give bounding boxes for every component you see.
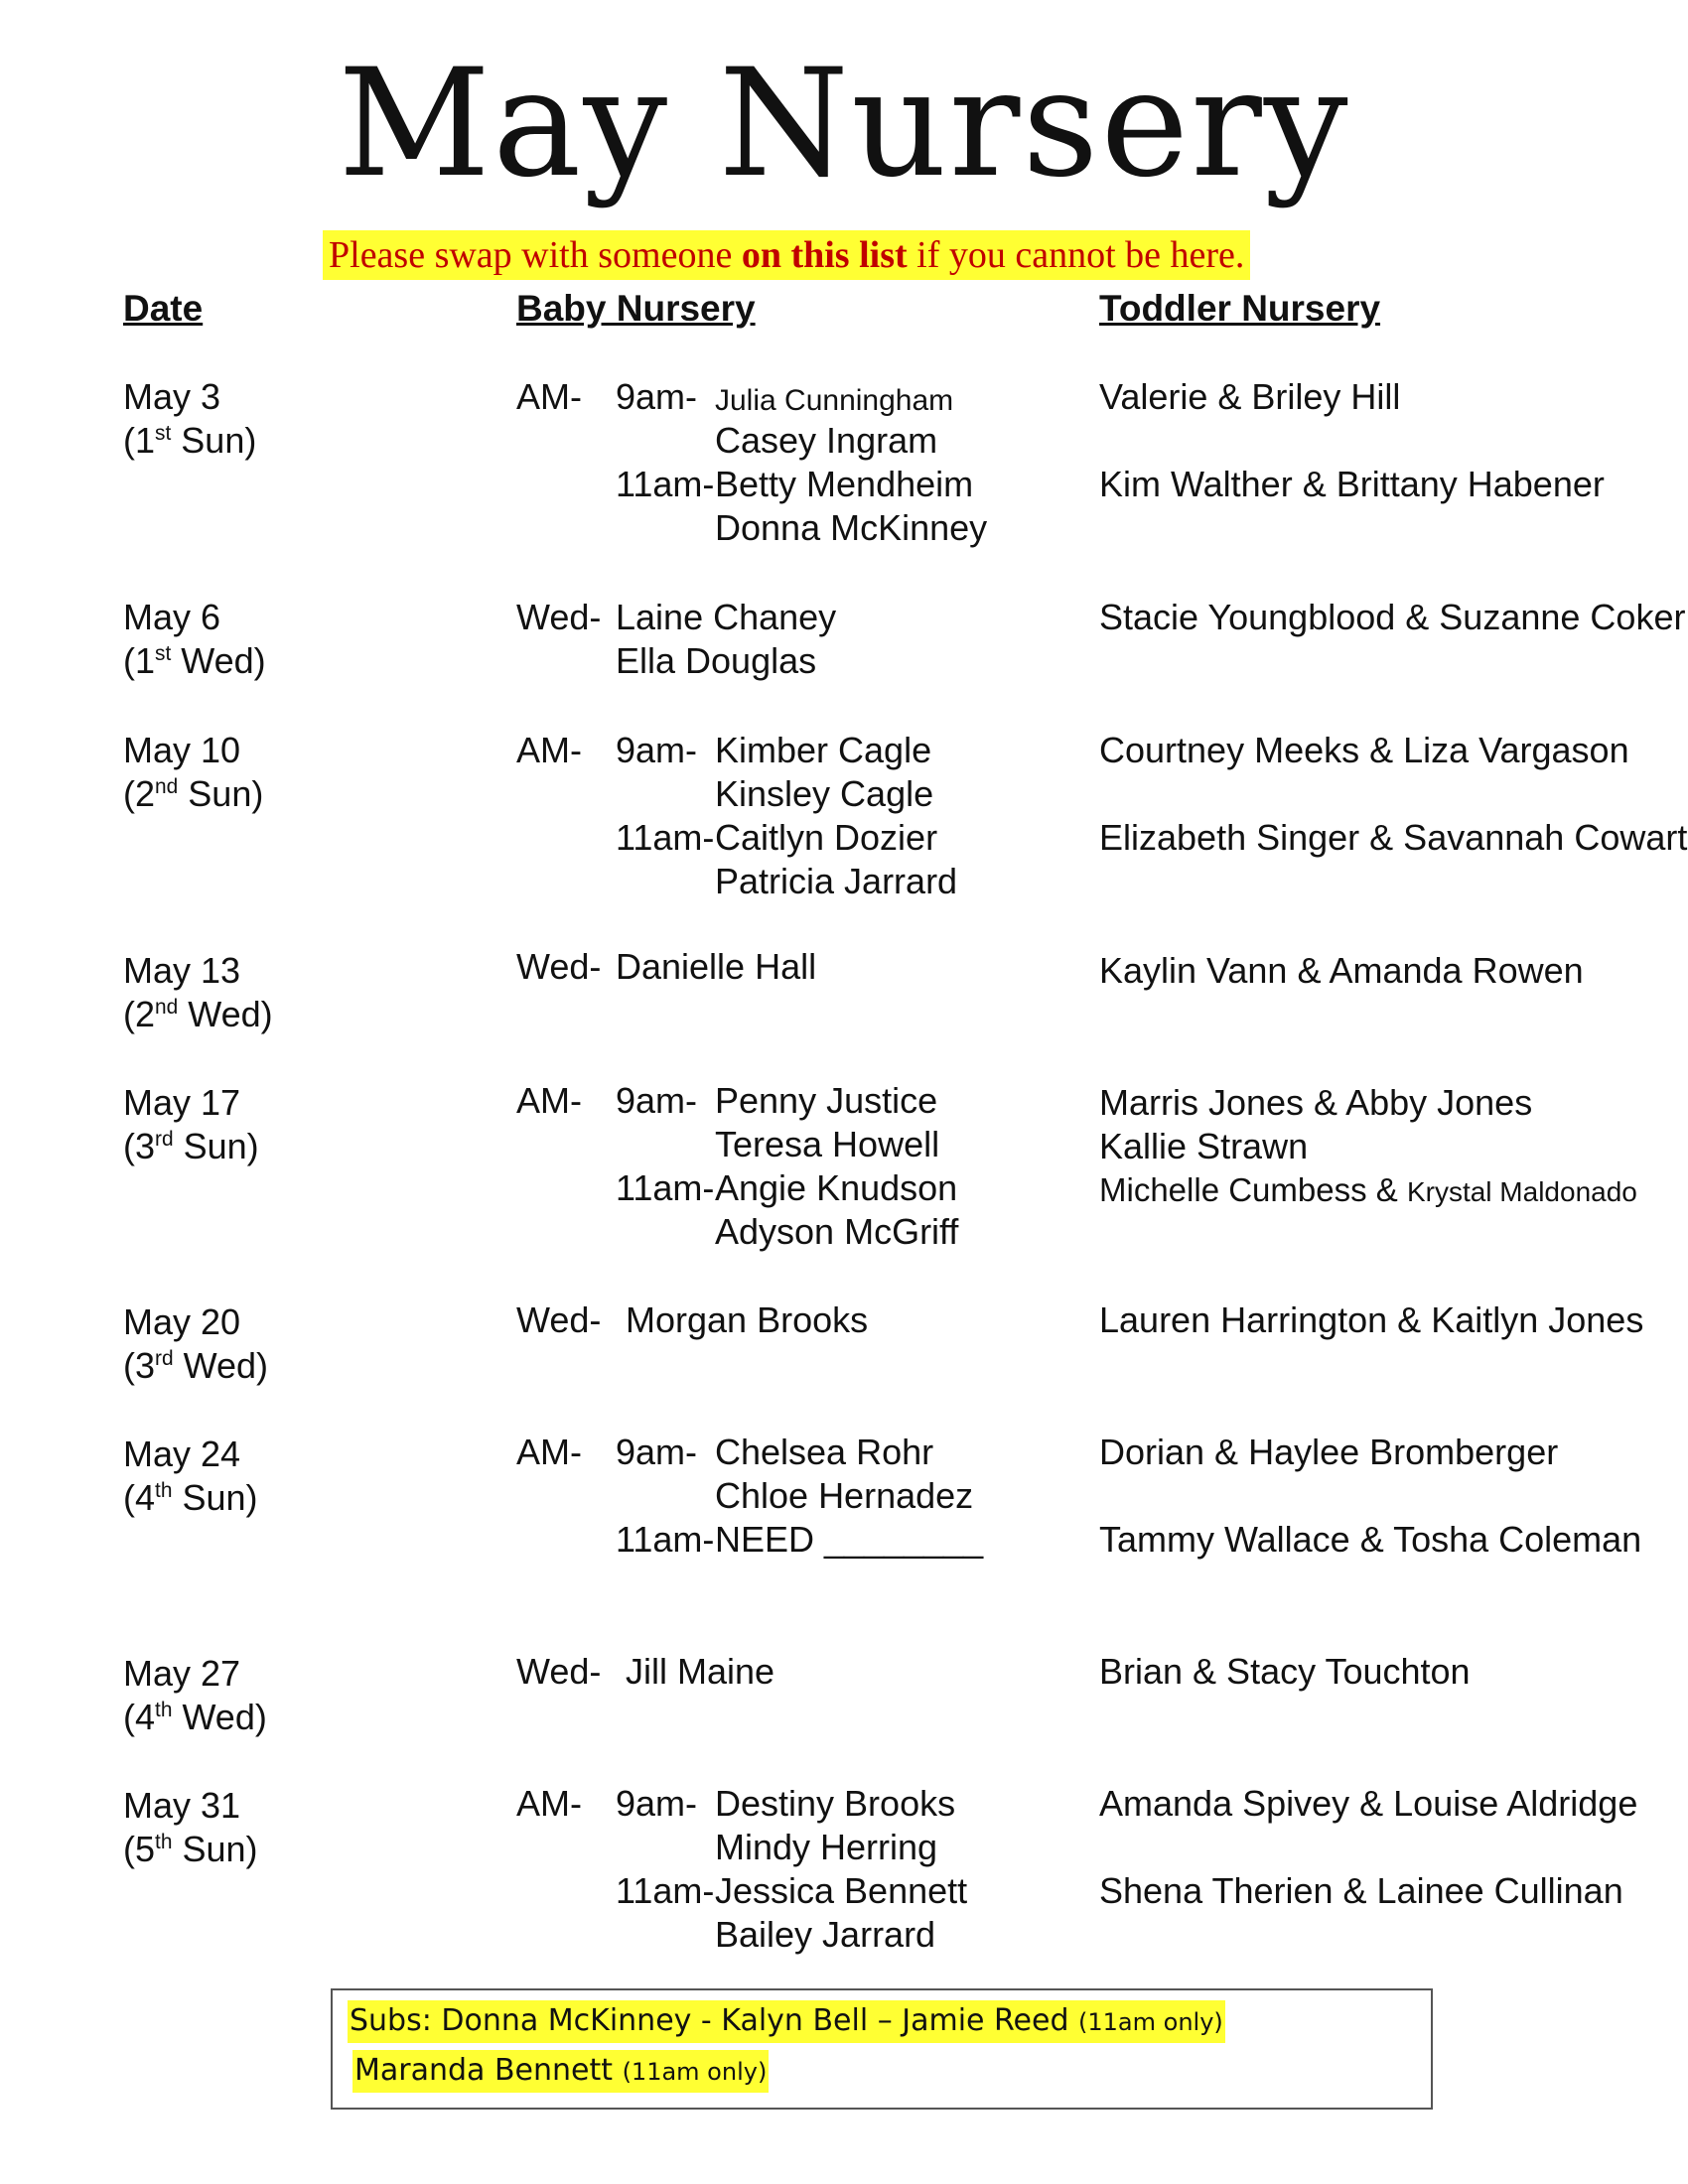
ordinal-number: 1 bbox=[135, 640, 156, 681]
ordinal-number: 2 bbox=[135, 994, 156, 1034]
service-label: AM- bbox=[516, 1783, 582, 1824]
row-ordinal: (2nd Sun) bbox=[123, 773, 264, 814]
baby-volunteer: Destiny Brooks bbox=[715, 1783, 956, 1824]
time-slot-label: 11am- bbox=[616, 1870, 715, 1911]
ordinal-suffix: nd bbox=[155, 775, 179, 798]
service-label: AM- bbox=[516, 730, 582, 770]
baby-volunteer: Adyson McGriff bbox=[715, 1211, 959, 1252]
baby-volunteer: Chelsea Rohr bbox=[715, 1432, 934, 1472]
row-ordinal: (4th Sun) bbox=[123, 1477, 258, 1518]
ordinal-day: Sun bbox=[182, 1477, 246, 1518]
time-slot-label: 9am- bbox=[616, 1080, 698, 1121]
baby-volunteer: Julia Cunningham bbox=[715, 384, 954, 417]
time-slot-label: 11am- bbox=[616, 1167, 715, 1208]
time-slot-label: 11am- bbox=[616, 1519, 715, 1560]
service-label: AM- bbox=[516, 1080, 582, 1121]
baby-volunteer: Teresa Howell bbox=[715, 1124, 940, 1164]
time-slot-label: 9am- bbox=[616, 376, 698, 417]
toddler-volunteers: Brian & Stacy Touchton bbox=[1099, 1651, 1471, 1692]
baby-volunteer: Jill Maine bbox=[626, 1651, 775, 1692]
ordinal-suffix: th bbox=[155, 1479, 173, 1502]
row-ordinal: (3rd Wed) bbox=[123, 1345, 268, 1386]
subs-line-2 bbox=[352, 2050, 769, 2093]
ordinal-day: Sun bbox=[181, 420, 245, 461]
subs-note: (11am only) bbox=[622, 2058, 768, 2086]
header-toddler-nursery: Toddler Nursery bbox=[1099, 288, 1381, 329]
ordinal-suffix: th bbox=[155, 1699, 173, 1721]
toddler-volunteers: Dorian & Haylee Bromberger bbox=[1099, 1432, 1559, 1472]
row-ordinal: (1st Sun) bbox=[123, 420, 257, 461]
ordinal-suffix: rd bbox=[155, 1347, 174, 1370]
baby-volunteer: Bailey Jarrard bbox=[715, 1914, 936, 1955]
ordinal-suffix: st bbox=[155, 642, 172, 665]
baby-volunteer: Kimber Cagle bbox=[715, 730, 932, 770]
ordinal-day: Sun bbox=[182, 1829, 246, 1869]
row-date: May 31 bbox=[123, 1785, 241, 1826]
time-slot-label: 9am- bbox=[616, 730, 698, 770]
baby-volunteer: Patricia Jarrard bbox=[715, 861, 958, 901]
ordinal-day: Wed bbox=[183, 1345, 256, 1386]
toddler-volunteers: Shena Therien & Lainee Cullinan bbox=[1099, 1870, 1623, 1911]
row-date: May 3 bbox=[123, 376, 221, 417]
toddler-volunteers: Lauren Harrington & Kaitlyn Jones bbox=[1099, 1299, 1644, 1340]
subs-names: Maranda Bennett bbox=[354, 2053, 614, 2088]
baby-volunteer-needed: NEED ________ bbox=[715, 1519, 984, 1560]
toddler-volunteers: Kim Walther & Brittany Habener bbox=[1099, 464, 1605, 504]
row-date: May 17 bbox=[123, 1082, 241, 1123]
baby-volunteer: Angie Knudson bbox=[715, 1167, 958, 1208]
toddler-volunteers: Amanda Spivey & Louise Aldridge bbox=[1099, 1783, 1638, 1824]
ordinal-number: 3 bbox=[135, 1345, 156, 1386]
ordinal-day: Sun bbox=[183, 1126, 247, 1166]
toddler-volunteers: Kallie Strawn bbox=[1099, 1126, 1309, 1166]
toddler-volunteers: Valerie & Briley Hill bbox=[1099, 376, 1401, 417]
row-ordinal: (5th Sun) bbox=[123, 1829, 258, 1869]
row-date: May 6 bbox=[123, 597, 221, 637]
row-ordinal: (3rd Sun) bbox=[123, 1126, 259, 1166]
row-date: May 20 bbox=[123, 1301, 241, 1342]
baby-volunteer: Kinsley Cagle bbox=[715, 773, 934, 814]
baby-volunteer: Danielle Hall bbox=[616, 946, 817, 987]
time-slot-label: 9am- bbox=[616, 1783, 698, 1824]
ordinal-number: 3 bbox=[135, 1126, 156, 1166]
ordinal-number: 5 bbox=[135, 1829, 156, 1869]
row-date: May 13 bbox=[123, 950, 241, 991]
row-ordinal: (2nd Wed) bbox=[123, 994, 273, 1034]
baby-volunteer: Jessica Bennett bbox=[715, 1870, 968, 1911]
ordinal-number: 2 bbox=[135, 773, 156, 814]
toddler-volunteers: Courtney Meeks & Liza Vargason bbox=[1099, 730, 1629, 770]
service-label: AM- bbox=[516, 376, 582, 417]
notice-text-2: if you cannot be here. bbox=[907, 234, 1245, 276]
service-label: Wed- bbox=[516, 1299, 602, 1340]
baby-volunteer: Donna McKinney bbox=[715, 507, 988, 548]
toddler-volunteers: Tammy Wallace & Tosha Coleman bbox=[1099, 1519, 1642, 1560]
row-date: May 27 bbox=[123, 1653, 241, 1694]
toddler-volunteers: Elizabeth Singer & Savannah Cowart bbox=[1099, 817, 1688, 858]
ordinal-day: Sun bbox=[188, 773, 252, 814]
ordinal-suffix: st bbox=[155, 422, 172, 445]
baby-volunteer: Mindy Herring bbox=[715, 1827, 938, 1867]
ordinal-suffix: nd bbox=[155, 996, 179, 1019]
toddler-name: Krystal Maldonado bbox=[1406, 1176, 1637, 1207]
notice-bold: on this list bbox=[741, 234, 908, 276]
baby-volunteer: Penny Justice bbox=[715, 1080, 938, 1121]
service-label: Wed- bbox=[516, 946, 602, 987]
time-slot-label: 11am- bbox=[616, 464, 715, 504]
baby-volunteer: Ella Douglas bbox=[616, 640, 817, 681]
service-label: Wed- bbox=[516, 597, 602, 637]
subs-line-1 bbox=[348, 2000, 1225, 2043]
ordinal-number: 4 bbox=[135, 1697, 156, 1737]
page-title: May Nursery bbox=[338, 38, 1350, 210]
row-ordinal: (1st Wed) bbox=[123, 640, 266, 681]
time-slot-label: 11am- bbox=[616, 817, 715, 858]
notice-text-1: Please swap with someone bbox=[329, 234, 742, 276]
ordinal-day: Wed bbox=[181, 640, 254, 681]
toddler-volunteers bbox=[1099, 1168, 1637, 1214]
swap-notice bbox=[323, 230, 1250, 280]
ordinal-number: 4 bbox=[135, 1477, 156, 1518]
subs-names: Subs: Donna McKinney - Kalyn Bell – Jamie Reed bbox=[350, 2003, 1069, 2038]
ordinal-number: 1 bbox=[135, 420, 156, 461]
baby-volunteer: Chloe Hernadez bbox=[715, 1475, 974, 1516]
baby-volunteer: Laine Chaney bbox=[616, 597, 837, 637]
toddler-volunteers: Stacie Youngblood & Suzanne Coker bbox=[1099, 597, 1686, 637]
subs-note: (11am only) bbox=[1078, 2008, 1223, 2036]
toddler-name: Michelle Cumbess & bbox=[1099, 1171, 1407, 1208]
header-date: Date bbox=[123, 288, 204, 329]
row-date: May 24 bbox=[123, 1433, 241, 1474]
toddler-volunteers: Marris Jones & Abby Jones bbox=[1099, 1082, 1533, 1123]
ordinal-day: Wed bbox=[182, 1697, 255, 1737]
baby-volunteer: Caitlyn Dozier bbox=[715, 817, 938, 858]
header-baby-nursery: Baby Nursery bbox=[516, 288, 756, 329]
baby-volunteer: Morgan Brooks bbox=[626, 1299, 869, 1340]
ordinal-suffix: rd bbox=[155, 1128, 174, 1151]
time-slot-label: 9am- bbox=[616, 1432, 698, 1472]
ordinal-suffix: th bbox=[155, 1831, 173, 1853]
ordinal-day: Wed bbox=[188, 994, 261, 1034]
baby-volunteer: Betty Mendheim bbox=[715, 464, 974, 504]
toddler-volunteers: Kaylin Vann & Amanda Rowen bbox=[1099, 950, 1584, 991]
baby-volunteer: Casey Ingram bbox=[715, 420, 938, 461]
row-ordinal: (4th Wed) bbox=[123, 1697, 267, 1737]
service-label: Wed- bbox=[516, 1651, 602, 1692]
service-label: AM- bbox=[516, 1432, 582, 1472]
row-date: May 10 bbox=[123, 730, 241, 770]
